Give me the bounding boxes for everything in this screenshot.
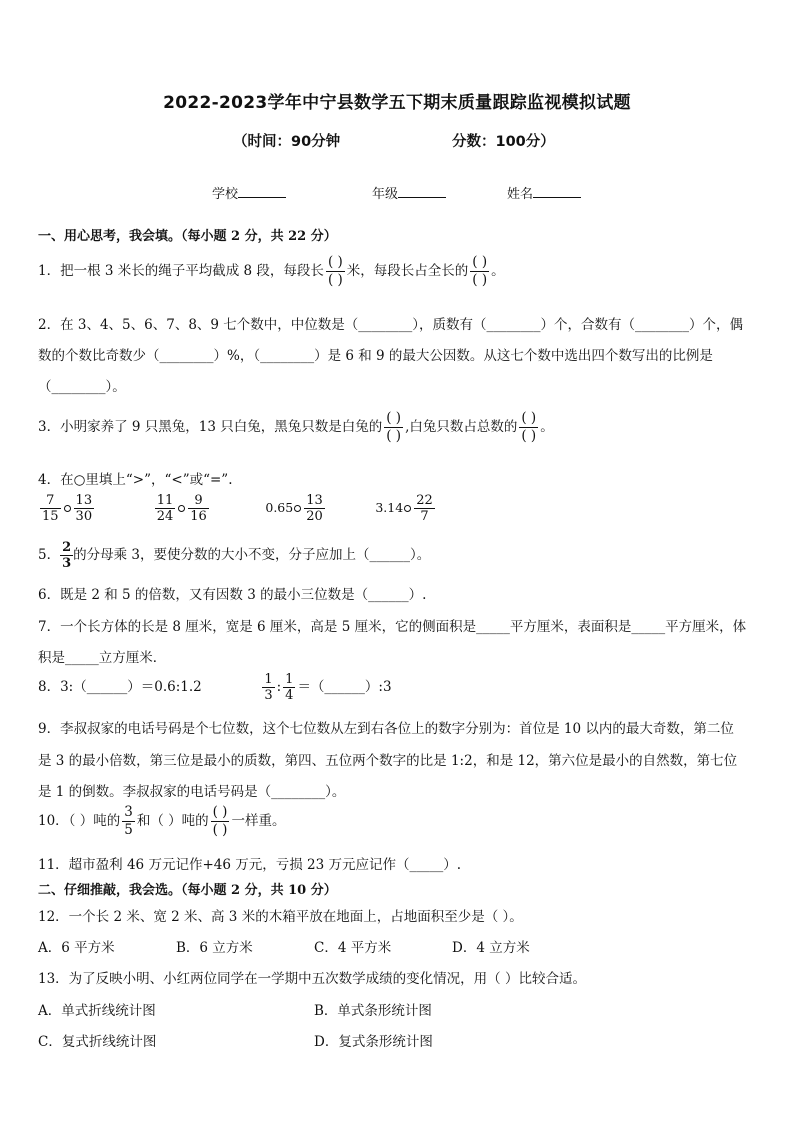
question-11: 11．超市盈利 46 万元记作+46 万元，亏损 23 万元应记作（_____）. [38,857,462,873]
q4-decimal-1: 0.65 [265,500,294,515]
name-field [507,183,581,202]
grade-blank[interactable] [398,185,446,198]
q5-number: 5． [38,547,61,563]
q8-fraction-1: $\frac{1}{3}$ [264,672,273,703]
question-2-line-2: 数的个数比奇数少（________）%，（________）是 6 和 9 的最大公因数。从这七个数中选出四个数写出的比例是 [38,348,713,364]
q4-fraction-4: $\frac{9}{16}$ [190,493,207,524]
q12-option-d[interactable]: D．4 立方米 [452,940,530,956]
question-10 [38,804,285,839]
exam-time: （时间：90分钟 [233,134,341,150]
name-blank[interactable] [533,185,581,198]
q5-fraction: $\frac{2}{3}$ [62,540,72,571]
question-8 [38,672,392,703]
question-4-intro: 4．在○里填上“>”，“<”或“=”. [38,472,233,488]
q4-fraction-5: $\frac{13}{20}$ [306,493,323,524]
q10-text-c: 一样重。 [231,813,286,829]
q8-fraction-2: $\frac{1}{4}$ [285,672,294,703]
q3-fraction-blank-2[interactable]: $\frac{( )}{( )}$ [521,410,537,444]
q3-text-c: 。 [540,419,554,435]
question-12: 12．一个长 2 米、宽 2 米、高 3 米的木箱平放在地面上，占地面积至少是（ ）。 [38,909,523,925]
q4-decimal-2: 3.14 [375,500,404,515]
q1-text-b: 米，每段长占全长的 [346,263,469,279]
question-3 [38,410,554,445]
compare-circle[interactable] [404,505,411,512]
q4-fraction-6: $\frac{22}{7}$ [416,493,433,524]
q1-text-a: 1．把一根 3 米长的绳子平均截成 8 段，每段长 [38,263,324,279]
q10-fraction: $\frac{3}{5}$ [124,804,133,838]
q3-fraction-blank-1[interactable]: $\frac{( )}{( )}$ [386,410,402,444]
q5-text: 的分母乘 3，要使分数的大小不变，分子应加上（______）。 [73,547,431,563]
compare-circle[interactable] [178,505,185,512]
q10-text-a: 10．（ ）吨的 [38,813,121,829]
section2-heading: 二、仔细推敲，我会选。（每小题 2 分，共 10 分） [38,883,337,898]
q4-fraction-1: $\frac{7}{15}$ [42,493,59,524]
q8-text-b: ＝（______）:3 [297,679,392,695]
q13-option-d[interactable]: D．复式条形统计图 [314,1034,433,1050]
q12-option-a[interactable]: A．6 平方米 [38,940,115,956]
question-7-line-1: 7．一个长方体的长是 8 厘米，宽是 6 厘米，高是 5 厘米，它的侧面积是_____平方厘米，表面积是_____平方厘米，体 [38,619,747,635]
q10-fraction-blank[interactable]: $\frac{( )}{( )}$ [212,804,228,838]
q1-text-c: 。 [491,263,505,279]
question-4-comparisons [38,493,437,524]
compare-circle[interactable] [294,505,301,512]
compare-circle[interactable] [64,505,71,512]
school-field [212,183,286,202]
q13-option-b[interactable]: B．单式条形统计图 [314,1003,432,1019]
q4-fraction-2: $\frac{13}{30}$ [75,493,93,524]
question-9-line-1: 9．李叔叔家的电话号码是个七位数，这个七位数从左到右各位上的数字分别为：首位是 10 以内的最大奇数，第二位 [38,721,734,737]
question-5 [38,540,430,571]
q3-text-b: ,白兔只数占总数的 [405,419,518,435]
q1-fraction-blank-1[interactable]: $\frac{( )}{( )}$ [327,254,343,288]
question-9-line-2: 是 3 的最小倍数，第三位是最小的质数，第四、五位两个数字的比是 1:2，和是 12，第六位是最小的自然数，第七位 [38,753,738,769]
question-9-line-3: 是 1 的倒数。李叔叔家的电话号码是（________）。 [38,784,346,800]
question-7-line-2: 积是_____立方厘米． [38,650,167,666]
q12-option-b[interactable]: B．6 立方米 [176,940,253,956]
grade-field [372,183,446,202]
q4-fraction-3: $\frac{11}{24}$ [156,493,174,524]
page-title: 2022-2023学年中宁县数学五下期末质量跟踪监视模拟试题 [163,93,631,113]
question-1 [38,254,505,289]
q8-colon: : [276,679,282,695]
section1-heading: 一、用心思考，我会填。（每小题 2 分，共 22 分） [38,229,337,244]
q12-option-c[interactable]: C．4 平方米 [314,940,392,956]
question-2-line-1: 2．在 3、4、5、6、7、8、9 七个数中，中位数是（________），质数有（________）个，合数有（________）个，偶 [38,317,744,333]
name-label: 姓名 [507,187,534,202]
q1-fraction-blank-2[interactable]: $\frac{( )}{( )}$ [472,254,488,288]
grade-label: 年级 [372,187,399,202]
question-6: 6．既是 2 和 5 的倍数，又有因数 3 的最小三位数是（______）. [38,587,427,603]
q10-text-b: 和（ ）吨的 [136,813,209,829]
question-13: 13．为了反映小明、小红两位同学在一学期中五次数学成绩的变化情况，用（ ）比较合适。 [38,971,586,987]
q8-text-a: 8．3:（______）＝0.6:1.2 [38,679,202,695]
school-blank[interactable] [238,185,286,198]
q13-option-a[interactable]: A．单式折线统计图 [38,1003,156,1019]
q13-option-c[interactable]: C．复式折线统计图 [38,1034,157,1050]
question-2-line-3: （________）。 [38,379,126,395]
q3-text-a: 3．小明家养了 9 只黑兔，13 只白兔，黑兔只数是白兔的 [38,419,383,435]
school-label: 学校 [212,187,239,202]
exam-score: 分数：100分） [452,134,555,150]
